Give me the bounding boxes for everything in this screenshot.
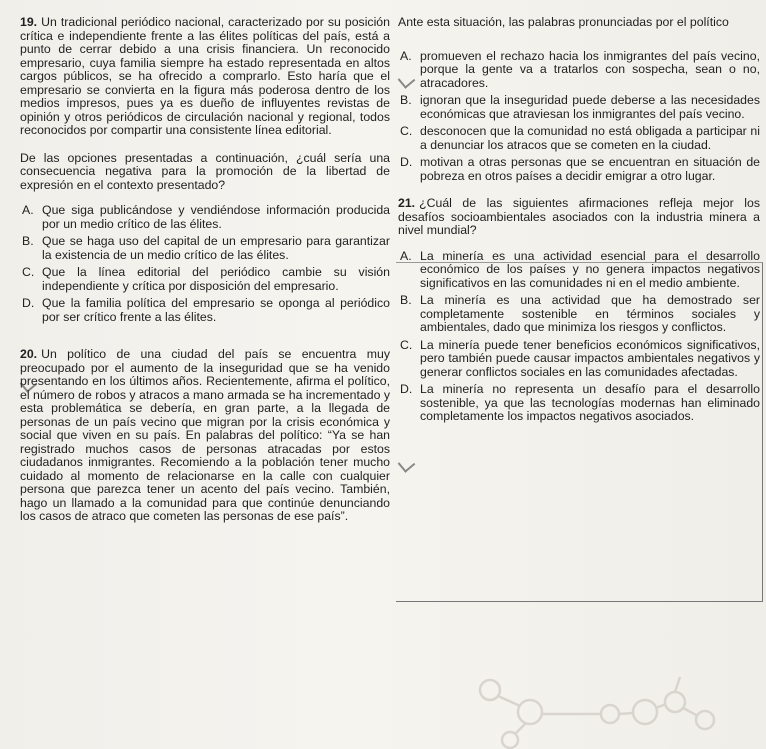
option-letter: B. xyxy=(22,234,34,248)
option-text: ignoran que la inseguridad puede deberse a las necesidades económicas que atraviesan los inmigrantes del país vecino. xyxy=(420,93,760,121)
option-letter: C. xyxy=(22,265,35,279)
question-20-stem xyxy=(20,348,390,524)
option-text: La minería puede tener beneficios económicos significativos, pero también puede causar impactos ambientales negativos y generar conflictos sociales en las comunidades afectadas. xyxy=(420,337,760,379)
question-20-number: 20. xyxy=(20,347,38,361)
question-20-stem-text: Un político de una ciudad del país se encuentra muy preocupado por el aumento de la inseguridad que se ha venido presentando en los últimos años. Recientemente, afirma el político, el número de robos y atracos a mano armada se ha incrementado y esta problemática se debería, en gran parte, a la llegada de personas de un país vecino que migran por la crisis económica y social que viven en su país. En palabras del político: “Ya se han registrado muchos casos de personas atracadas por estos ciudadanos inmigrantes. Recomiendo a la población tener mucho cuidado al momento de relacionarse en la calle con cualquier persona que parezca tener un acento del país vecino. También, hago un llamado a la comunidad para que continúe denunciando los casos de atraco que cometen las personas de ese país”. xyxy=(20,347,390,523)
q20-option-a xyxy=(398,50,760,91)
option-text: Que la familia política del empresario se oponga al periódico por ser crítico frente a las élites. xyxy=(42,296,390,324)
option-letter: D. xyxy=(400,382,413,396)
question-19-number: 19. xyxy=(20,15,38,29)
question-19-stem-text: Un tradicional periódico nacional, caracterizado por su posición crítica e independiente frente a las élites políticas del país, está a punto de cerrar debido a una crisis financiera. Un reconocido empresario, cuya familia siempre ha estado representada en altos cargos públicos, se ha ofrecido a comprarlo. Esto haría que el empresario se convierta en la figura más poderosa dentro de los medios impresos, pues ya es dueño de influyentes revistas de opinión y otros periódicos de circulación nacional y regional, todos reconocidos por compartir una consistente línea editorial. xyxy=(20,15,390,137)
option-letter: A. xyxy=(22,203,34,217)
molecule-decoration-icon xyxy=(470,672,720,749)
option-letter: C. xyxy=(400,337,413,352)
option-text: Que la línea editorial del periódico cambie su visión independiente y crítica por disposición del empresario. xyxy=(42,265,390,293)
option-text: motivan a otras personas que se encuentran en situación de pobreza en otros países a decidir emigrar a otro lugar. xyxy=(420,155,760,183)
q19-option-c xyxy=(20,266,390,293)
option-letter: B. xyxy=(400,93,412,107)
left-column xyxy=(20,16,390,524)
option-letter: B. xyxy=(400,293,412,307)
option-letter: D. xyxy=(22,296,35,310)
option-text: La minería es una actividad esencial para el desarrollo económico de los países y no genera impactos negativos significativos en las comunidades ni en el medio ambiente. xyxy=(420,248,760,290)
q20-option-b xyxy=(398,94,760,121)
option-letter: D. xyxy=(400,155,413,169)
option-text: promueven el rechazo hacia los inmigrantes del país vecino, porque la gente va a tratarlos con sospecha, sean o no, atracadores. xyxy=(420,48,760,90)
question-21-number: 21. xyxy=(398,196,416,210)
question-19-stem xyxy=(20,16,390,138)
question-21-prompt: ¿Cuál de las siguientes afirmaciones refleja mejor los desafíos socioambientales asociados con la industria minera a nivel mundial? xyxy=(398,196,760,237)
question-20-prompt: Ante esta situación, las palabras pronunciadas por el político xyxy=(398,15,729,29)
q19-option-a xyxy=(20,204,390,231)
q20-option-d xyxy=(398,156,760,183)
q19-option-d xyxy=(20,297,390,324)
option-text: La minería es una actividad que ha demostrado ser completamente sostenible en términos sociales y ambientales, dado que minimiza los riesgos y conflictos. xyxy=(420,293,760,334)
question-19-options xyxy=(20,204,390,324)
question-21-border xyxy=(396,262,763,602)
q20-option-c xyxy=(398,125,760,152)
q19-option-b xyxy=(20,235,390,262)
question-21-stem xyxy=(398,197,760,238)
option-text: La minería no representa un desafío para el desarrollo sostenible, ya que las tecnologías modernas han eliminado completamente los impactos negativos asociados. xyxy=(420,382,760,423)
question-19-prompt: De las opciones presentadas a continuación, ¿cuál sería una consecuencia negativa para la promoción de la libertad de expresión en el contexto presentado? xyxy=(20,150,390,192)
option-letter: A. xyxy=(400,248,412,263)
option-text: Que siga publicándose y vendiéndose información producida por un medio crítico de las élites. xyxy=(42,203,390,231)
question-20-options xyxy=(398,50,760,184)
option-text: desconocen que la comunidad no está obligada a participar ni a denunciar los atracos que se cometen en la ciudad. xyxy=(420,124,760,152)
option-letter: C. xyxy=(400,124,413,138)
option-letter: A. xyxy=(400,48,412,63)
option-text: Que se haga uso del capital de un empresario para garantizar la existencia de un medio crítico de las élites. xyxy=(42,234,390,262)
